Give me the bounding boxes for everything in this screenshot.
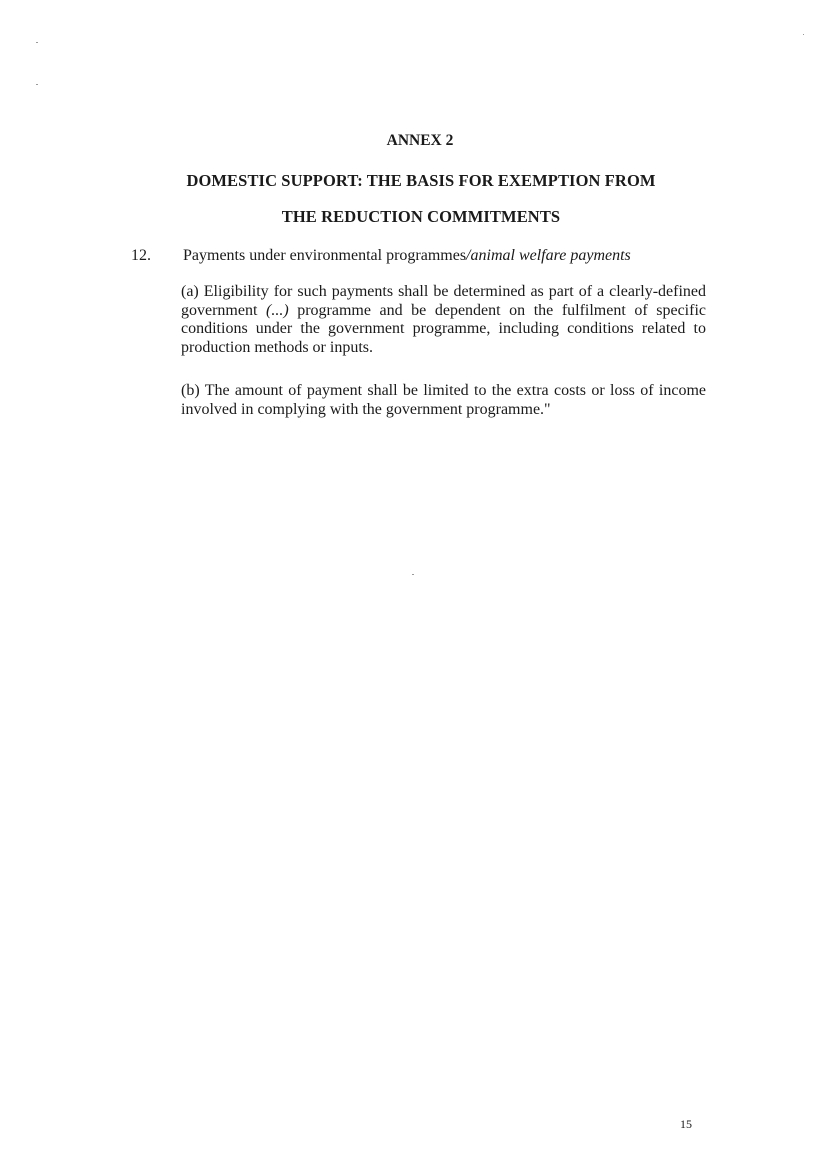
paragraph-a-ellipsis: (...) (265, 301, 289, 319)
page-number: 15 (680, 1117, 692, 1131)
annex-title: ANNEX 2 (386, 132, 454, 149)
scan-speck (36, 84, 38, 85)
item-number: 12. (131, 247, 151, 264)
item-title (183, 247, 723, 265)
section-heading-line-2: THE REDUCTION COMMITMENTS (281, 207, 561, 226)
item-title-italic: /animal welfare payments (466, 247, 631, 264)
scan-speck (412, 574, 414, 575)
paragraph-a-suffix: programme and be dependent on the fulfilment of specific conditions under the government programme, including conditions related to production methods or inputs. (181, 301, 707, 356)
paragraph-a-prefix: (a) Eligibility for such payments shall be determined as part of a clearly-defined government (181, 283, 706, 319)
scan-speck (803, 34, 804, 35)
paragraph-b: (b) The amount of payment shall be limited to the extra costs or loss of income involved in complying with the government programme." (181, 382, 706, 418)
item-title-plain: Payments under environmental programmes (183, 247, 467, 264)
paragraph-a (181, 283, 706, 357)
scan-speck (36, 42, 38, 43)
section-heading-line-1: DOMESTIC SUPPORT: THE BASIS FOR EXEMPTION FROM (186, 171, 656, 190)
